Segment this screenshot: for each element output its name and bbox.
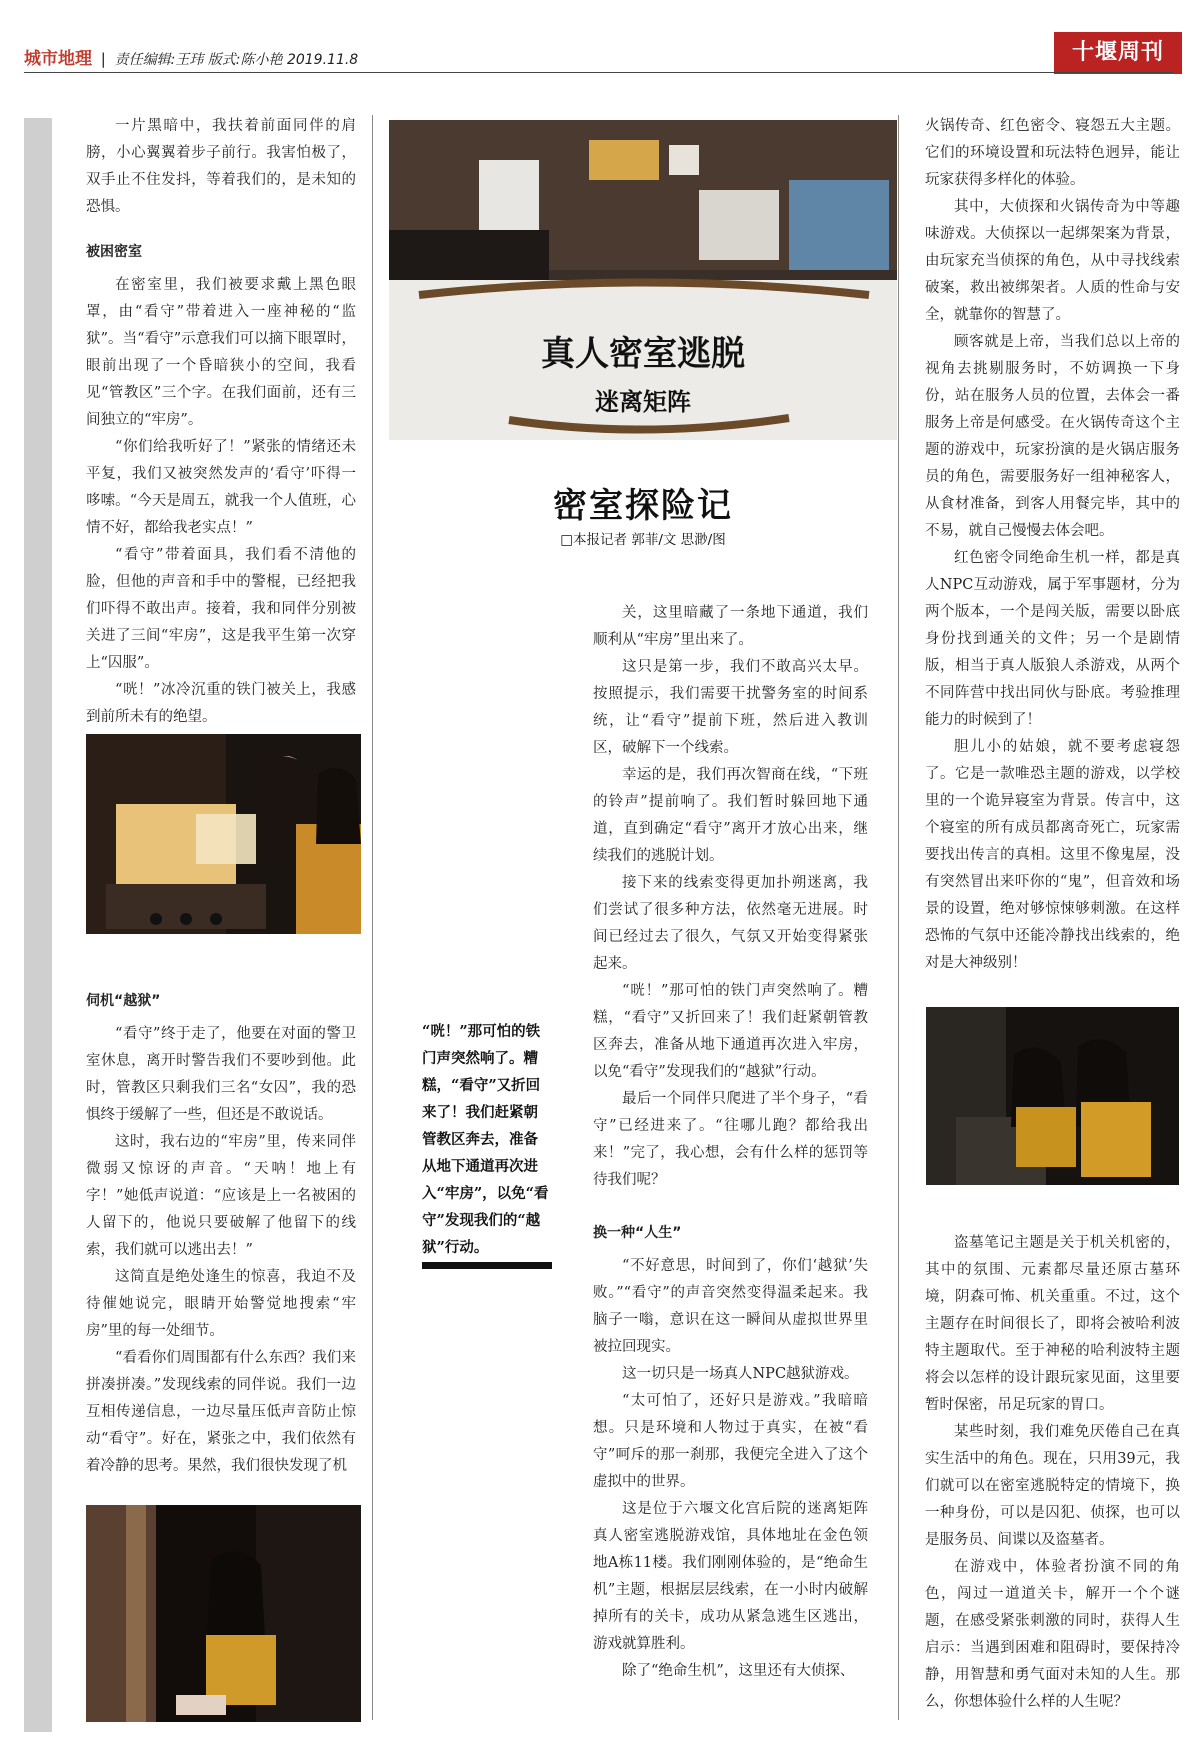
masthead-logo: 十堰周刊 bbox=[1054, 32, 1182, 74]
paragraph: 其中，大侦探和火锅传奇为中等趣味游戏。大侦探以一起绑架案为背景，由玩家充当侦探的角色，从中寻找线索破案，救出被绑架者。人质的性命与安全，就靠你的智慧了。 bbox=[925, 199, 1180, 323]
paragraph: “不好意思，时间到了，你们‘越狱’失败。”“看守”的声音突然变得温柔起来。我脑子一嗡，意识在这一瞬间从虚拟世界里被拉回现实。 bbox=[593, 1258, 868, 1355]
header-rule bbox=[24, 72, 1174, 73]
paragraph: 在游戏中，体验者扮演不同的角色，闯过一道道关卡，解开一个个谜题，在感受紧张刺激的同时，获得人生启示：当遇到困难和阻碍时，要保持冷静，用智慧和勇气面对未知的人生。那么，你想体验什么样的人生呢？ bbox=[925, 1559, 1180, 1710]
paragraph: 盗墓笔记主题是关于机关机密的，其中的氛围、元素都尽量还原古墓环境，阴森可怖、机关重重。不过，这个主题存在时间很长了，即将会被哈利波特主题取代。至于神秘的哈利波特主题将会以怎样的设计跟玩家见面，这里要暂时保密，吊足玩家的胃口。 bbox=[925, 1235, 1180, 1413]
column-4 bbox=[925, 113, 1180, 977]
paragraph: “看守”终于走了，他要在对面的警卫室休息，离开时警告我们不要吵到他。此时，管教区只剩我们三名“女囚”，我的恐惧终于缓解了一些，但还是不敢说话。 bbox=[86, 1026, 356, 1123]
page-header bbox=[24, 44, 358, 69]
hero-photo-reception bbox=[389, 120, 897, 440]
header-separator: | bbox=[100, 50, 106, 68]
paragraph: 火锅传奇、红色密令、寝怨五大主题。它们的环境设置和玩法特色迥异，能让玩家获得多样化的体验。 bbox=[925, 118, 1180, 188]
side-bar bbox=[24, 118, 52, 1732]
column-divider bbox=[372, 115, 373, 1720]
paragraph: “咣！”那可怕的铁门声突然响了。糟糕，“看守”又折回来了！我们赶紧朝管教区奔去，准备从地下通道再次进入牢房，以免“看守”发现我们的“越狱”行动。 bbox=[593, 983, 868, 1080]
subheading: 换一种“人生” bbox=[593, 1225, 682, 1241]
photo-crawling-girl bbox=[86, 1505, 361, 1722]
photo-crawling-girl-image bbox=[86, 1505, 361, 1722]
paragraph: 这是位于六堰文化宫后院的迷离矩阵真人密室逃脱游戏馆，具体地址在金色领地A栋11楼。我们刚刚体验的，是“绝命生机”主题，根据层层线索，在一小时内破解掉所有的关卡，成功从紧急逃生区逃出，游戏就算胜利。 bbox=[593, 1501, 868, 1652]
editor-info: 责任编辑:王玮 版式:陈小艳 2019.11.8 bbox=[114, 52, 359, 68]
paragraph: “看看你们周围都有什么东西？我们来拼凑拼凑。”发现线索的同伴说。我们一边互相传递信息，一边尽量压低声音防止惊动“看守”。好在，紧张之中，我们依然有着冷静的思考。果然，我们很快发现了机 bbox=[86, 1350, 356, 1474]
photo-two-girls-image bbox=[926, 1007, 1179, 1185]
paragraph: 接下来的线索变得更加扑朔迷离，我们尝试了很多种方法，依然毫无进展。时间已经过去了很久，气氛又开始变得紧张起来。 bbox=[593, 875, 868, 972]
paragraph: 这一切只是一场真人NPC越狱游戏。 bbox=[622, 1366, 859, 1382]
photo-lamp-puzzle-image bbox=[86, 734, 361, 934]
hero-photo-image bbox=[389, 120, 897, 440]
subheading: 被困密室 bbox=[86, 244, 142, 260]
column-divider bbox=[898, 115, 899, 1720]
sign-text-sub: 迷离矩阵 bbox=[595, 388, 691, 416]
pull-quote-bar bbox=[422, 1262, 552, 1269]
column-1-continued bbox=[86, 988, 356, 1480]
article-byline: □本报记者 郭菲/文 思渺/图 bbox=[560, 532, 726, 548]
paragraph: 这只是第一步，我们不敢高兴太早。按照提示，我们需要干扰警务室的时间系统，让“看守”提前下班，然后进入教训区，破解下一个线索。 bbox=[593, 659, 868, 756]
paragraph: 这时，我右边的“牢房”里，传来同伴微弱又惊讶的声音。“天呐！地上有字！”她低声说道：“应该是上一名被困的人留下的，他说只要破解了他留下的线索，我们就可以逃出去！” bbox=[86, 1134, 356, 1258]
column-1 bbox=[86, 113, 356, 731]
paragraph: 关，这里暗藏了一条地下通道，我们顺利从“牢房”里出来了。 bbox=[593, 605, 868, 648]
subheading: 伺机“越狱” bbox=[86, 993, 161, 1009]
paragraph: 最后一个同伴只爬进了半个身子，“看守”已经进来了。“往哪儿跑？都给我出来！”完了，我心想，会有什么样的惩罚等待我们呢？ bbox=[593, 1091, 868, 1188]
photo-two-girls bbox=[926, 1007, 1179, 1185]
section-name: 城市地理 bbox=[24, 49, 92, 69]
paragraph: 某些时刻，我们难免厌倦自己在真实生活中的角色。现在，只用39元，我们就可以在密室逃脱特定的情境下，换一种身份，可以是囚犯、侦探，也可以是服务员、间谍以及盗墓者。 bbox=[925, 1424, 1180, 1548]
column-3 bbox=[593, 600, 868, 1685]
pull-quote: “咣！”那可怕的铁门声突然响了。糟糕，“看守”又折回来了！我们赶紧朝管教区奔去，准备从地下通道再次进入“牢房”，以免“看守”发现我们的“越狱”行动。 bbox=[422, 1023, 549, 1256]
paragraph: 这简直是绝处逢生的惊喜，我迫不及待催她说完，眼睛开始警觉地搜索“牢房”里的每一处细节。 bbox=[86, 1269, 356, 1339]
paragraph: 在密室里，我们被要求戴上黑色眼罩，由“看守”带着进入一座神秘的“监狱”。当“看守”示意我们可以摘下眼罩时，眼前出现了一个昏暗狭小的空间，我看见“管教区”三个字。在我们面前，还有三间独立的“牢房”。 bbox=[86, 277, 356, 428]
sign-text-main: 真人密室逃脱 bbox=[541, 334, 745, 374]
paragraph: “你们给我听好了！”紧张的情绪还未平复，我们又被突然发声的‘看守’吓得一哆嗦。“今天是周五，就我一个人值班，心情不好，都给我老实点！” bbox=[86, 439, 356, 536]
paragraph: “看守”带着面具，我们看不清他的脸，但他的声音和手中的警棍，已经把我们吓得不敢出声。接着，我和同伴分别被关进了三间“牢房”，这是我平生第一次穿上“囚服”。 bbox=[86, 547, 356, 671]
article-title: 密室探险记 bbox=[553, 486, 733, 526]
column-4-continued bbox=[925, 1230, 1180, 1716]
paragraph: “太可怕了，还好只是游戏。”我暗暗想。只是环境和人物过于真实，在被“看守”呵斥的那一刹那，我便完全进入了这个虚拟中的世界。 bbox=[593, 1393, 868, 1490]
paragraph: 红色密令同绝命生机一样，都是真人NPC互动游戏，属于军事题材，分为两个版本，一个是闯关版，需要以卧底身份找到通关的文件；另一个是剧情版，相当于真人版狼人杀游戏，从两个不同阵营中找出同伙与卧底。考验推理能力的时候到了！ bbox=[925, 550, 1180, 728]
paragraph: 幸运的是，我们再次智商在线，“下班的铃声”提前响了。我们暂时躲回地下通道，直到确定“看守”离开才放心出来，继续我们的逃脱计划。 bbox=[593, 767, 868, 864]
photo-lamp-puzzle bbox=[86, 734, 361, 934]
paragraph: “咣！”冰冷沉重的铁门被关上，我感到前所未有的绝望。 bbox=[86, 682, 356, 725]
paragraph: 顾客就是上帝，当我们总以上帝的视角去挑剔服务时，不妨调换一下身份，站在服务人员的位置，去体会一番服务上帝是何感受。在火锅传奇这个主题的游戏中，玩家扮演的是火锅店服务员的角色，需要服务好一组神秘客人，从食材准备，到客人用餐完毕，其中的不易，就自己慢慢去体会吧。 bbox=[925, 334, 1180, 539]
paragraph: 除了“绝命生机”，这里还有大侦探、 bbox=[622, 1663, 855, 1679]
paragraph: 胆儿小的姑娘，就不要考虑寝怨了。它是一款唯恐主题的游戏，以学校里的一个诡异寝室为背景。传言中，这个寝室的所有成员都离奇死亡，玩家需要找出传言的真相。这里不像鬼屋，没有突然冒出来吓你的“鬼”，但音效和场景的设置，绝对够惊悚够刺激。在这样恐怖的气氛中还能冷静找出线索的，绝对是大神级别！ bbox=[925, 739, 1180, 971]
paragraph: 一片黑暗中，我扶着前面同伴的肩膀，小心翼翼着步子前行。我害怕极了，双手止不住发抖，等着我们的，是未知的恐惧。 bbox=[86, 118, 356, 215]
